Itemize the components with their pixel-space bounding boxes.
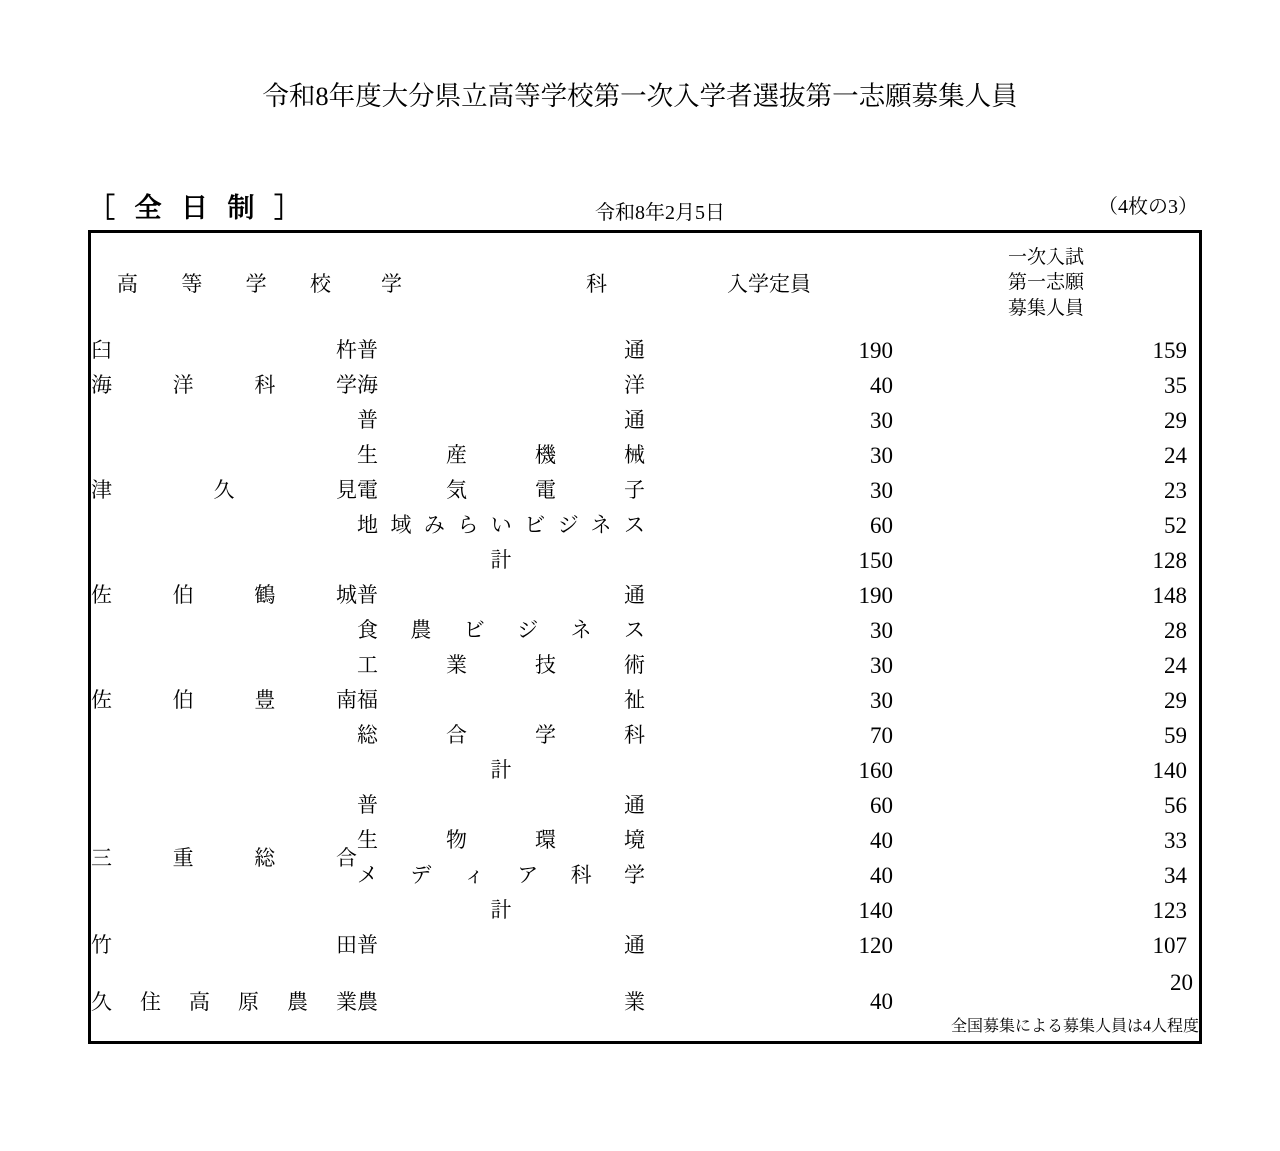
table-row <box>91 963 1199 1041</box>
department-name: 農 業 <box>357 989 645 1014</box>
department-name: 海 洋 <box>357 373 645 397</box>
department-name: 計 <box>490 758 512 782</box>
department-name: メ デ ィ ア 科 学 <box>357 863 645 887</box>
department-cell <box>357 858 645 893</box>
department-name: 電 気 電 子 <box>357 478 645 502</box>
department-cell <box>357 438 645 473</box>
department-name: 普 通 <box>357 408 645 432</box>
capacity-cell: 70 <box>870 722 893 748</box>
first-choice-cell <box>893 963 1199 1041</box>
table-row <box>91 403 1199 438</box>
school-name-cell <box>91 578 357 613</box>
department-name: 福 祉 <box>357 688 645 712</box>
first-choice-cell: 29 <box>1164 407 1187 433</box>
department-cell <box>357 648 645 683</box>
department-name: 計 <box>490 548 512 572</box>
table-row <box>91 613 1199 648</box>
first-choice-value: 20 <box>1170 970 1193 996</box>
table-row <box>91 333 1199 368</box>
first-choice-cell: 34 <box>1164 862 1187 888</box>
first-choice-cell: 23 <box>1164 477 1187 503</box>
department-name: 生 物 環 境 <box>357 828 645 852</box>
school-name: 久 住 高 原 農 業 <box>91 990 357 1014</box>
subheader-row <box>88 188 1204 224</box>
school-name-cell <box>91 788 357 928</box>
table-row <box>91 578 1199 613</box>
table-row <box>91 928 1199 963</box>
table-header-row <box>91 233 1199 333</box>
column-header-capacity: 入学定員 <box>727 272 811 296</box>
department-total-cell <box>357 753 645 788</box>
department-cell <box>357 683 645 718</box>
department-name: 計 <box>490 898 512 922</box>
first-choice-cell: 123 <box>1152 897 1187 923</box>
issue-date: 令和8年2月5日 <box>595 202 725 224</box>
table-row <box>91 788 1199 823</box>
school-name: 佐 伯 鶴 城 <box>91 583 357 607</box>
school-name-cell <box>91 368 357 403</box>
department-cell <box>357 333 645 368</box>
admissions-table-wrapper <box>88 230 1202 1044</box>
capacity-cell: 30 <box>870 687 893 713</box>
capacity-cell: 40 <box>870 372 893 398</box>
school-name: 津 久 見 <box>91 478 357 502</box>
first-choice-line-1: 一次入試 <box>1007 247 1084 269</box>
capacity-cell: 120 <box>858 932 893 958</box>
capacity-cell: 160 <box>858 757 893 783</box>
capacity-cell: 30 <box>870 442 893 468</box>
first-choice-cell: 59 <box>1164 722 1187 748</box>
school-name: 臼 杵 <box>91 338 357 362</box>
capacity-cell: 30 <box>870 407 893 433</box>
first-choice-cell: 140 <box>1152 757 1187 783</box>
table-body <box>91 333 1199 1041</box>
school-name: 佐 伯 豊 南 <box>91 688 357 712</box>
first-choice-line-2: 第一志願 <box>1007 272 1084 294</box>
department-name: 工 業 技 術 <box>357 653 645 677</box>
first-choice-cell: 24 <box>1164 652 1187 678</box>
school-name: 三 重 総 合 <box>91 845 357 870</box>
department-name: 食 農 ビ ジ ネ ス <box>357 618 645 642</box>
department-cell <box>357 508 645 543</box>
first-choice-cell: 29 <box>1164 687 1187 713</box>
capacity-cell: 150 <box>858 547 893 573</box>
sheet-index: （4枚の3） <box>1098 196 1198 218</box>
column-header-school: 高 等 学 校 <box>117 272 331 296</box>
table-row <box>91 368 1199 403</box>
department-cell <box>357 788 645 823</box>
school-name-cell <box>91 613 357 788</box>
department-cell <box>357 613 645 648</box>
first-choice-cell: 148 <box>1152 582 1187 608</box>
capacity-cell: 30 <box>870 652 893 678</box>
first-choice-cell: 24 <box>1164 442 1187 468</box>
capacity-cell: 40 <box>870 862 893 888</box>
first-choice-cell: 128 <box>1152 547 1187 573</box>
school-name-cell <box>91 963 357 1041</box>
school-name-cell <box>91 928 357 963</box>
school-name: 海 洋 科 学 <box>91 373 357 397</box>
department-cell <box>357 823 645 858</box>
department-name: 生 産 機 械 <box>357 443 645 467</box>
first-choice-cell: 159 <box>1152 337 1187 363</box>
department-name: 地域みらいビジネス <box>357 513 645 537</box>
first-choice-cell: 52 <box>1164 512 1187 538</box>
department-name: 普 通 <box>357 793 645 817</box>
first-choice-line-3: 募集人員 <box>1007 297 1084 319</box>
department-total-cell <box>357 893 645 928</box>
department-name: 普 通 <box>357 583 645 607</box>
department-name: 普 通 <box>357 338 645 362</box>
department-cell <box>357 473 645 508</box>
department-cell <box>357 963 645 1041</box>
nationwide-recruitment-note: 全国募集による募集人員は4人程度 <box>950 1017 1199 1035</box>
capacity-cell: 60 <box>870 792 893 818</box>
department-cell <box>357 928 645 963</box>
department-name: 総 合 学 科 <box>357 723 645 747</box>
capacity-cell: 60 <box>870 512 893 538</box>
first-choice-cell: 28 <box>1164 617 1187 643</box>
table-header <box>91 233 1199 333</box>
column-header-first-choice <box>893 233 1199 333</box>
first-choice-cell: 56 <box>1164 792 1187 818</box>
capacity-cell: 190 <box>858 582 893 608</box>
admissions-table <box>91 233 1199 1041</box>
department-cell <box>357 368 645 403</box>
department-cell <box>357 578 645 613</box>
page-title: 令和8年度大分県立高等学校第一次入学者選抜第一志願募集人員 <box>262 81 1018 111</box>
capacity-cell: 30 <box>870 617 893 643</box>
capacity-cell: 40 <box>870 989 893 1014</box>
capacity-cell: 140 <box>858 897 893 923</box>
first-choice-cell: 33 <box>1164 827 1187 853</box>
capacity-cell: 30 <box>870 477 893 503</box>
capacity-cell: 40 <box>870 827 893 853</box>
column-header-department: 学 科 <box>381 272 607 296</box>
school-name: 竹 田 <box>91 933 357 957</box>
department-cell <box>357 403 645 438</box>
school-name-cell <box>91 333 357 368</box>
department-name: 普 通 <box>357 933 645 957</box>
capacity-cell: 190 <box>858 337 893 363</box>
department-total-cell <box>357 543 645 578</box>
first-choice-cell: 35 <box>1164 372 1187 398</box>
department-cell <box>357 718 645 753</box>
first-choice-cell: 107 <box>1152 932 1187 958</box>
course-type-label: ［ 全 日 制 ］ <box>88 193 308 223</box>
school-name-cell <box>91 403 357 578</box>
